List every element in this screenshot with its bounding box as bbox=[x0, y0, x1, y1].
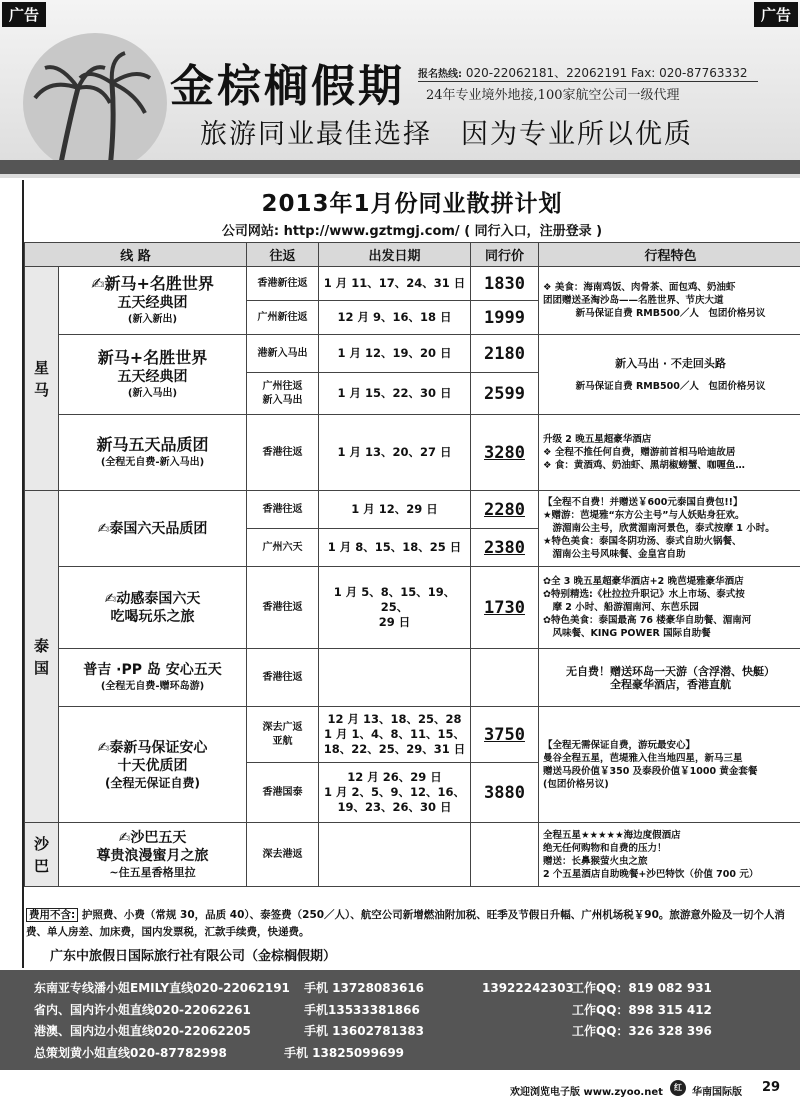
col-dates: 出发日期 bbox=[319, 243, 471, 267]
table-header-row bbox=[25, 243, 800, 267]
region-thailand: 泰 国 bbox=[25, 491, 59, 823]
route-cell[interactable] bbox=[59, 335, 247, 415]
route-name: 新马五天品质团 bbox=[96, 434, 209, 454]
hotline-number: 020-22062181、22062191 Fax: 020-87763332 bbox=[465, 66, 748, 80]
price: 3280 bbox=[471, 415, 539, 491]
table-row[interactable] bbox=[25, 707, 800, 763]
features: 升级 2 晚五星超豪华酒店 ❖ 全程不推任何自费，赠游前首相马哈迪故居 ❖ 食：黄酒鸡、奶油虾、黑胡椒螃蟹、咖喱鱼… bbox=[539, 415, 800, 491]
dates bbox=[319, 823, 471, 887]
dates: 12 月 9、16、18 日 bbox=[319, 301, 471, 335]
dates: 12 月 26、29 日 1 月 2、5、9、12、16、 19、23、26、30 日 bbox=[319, 763, 471, 823]
departure: 香港国泰 bbox=[247, 763, 319, 823]
price: 2599 bbox=[471, 373, 539, 415]
price: 1830 bbox=[471, 267, 539, 301]
hotline-label: 报名热线: bbox=[418, 69, 462, 80]
route-name: ✍沙巴五天 bbox=[118, 829, 187, 846]
features-note: 新马保证自费 RMB500／人 包团价格另议 bbox=[575, 308, 766, 319]
route-note: (全程无自费-新入马出) bbox=[100, 456, 205, 468]
departure: 香港往返 bbox=[247, 415, 319, 491]
route-cell[interactable] bbox=[59, 567, 247, 649]
contact-qq: 工作QQ：326 328 396 bbox=[572, 1024, 712, 1038]
dates: 1 月 15、22、30 日 bbox=[319, 373, 471, 415]
table-row[interactable] bbox=[25, 267, 800, 301]
departure: 广州六天 bbox=[247, 529, 319, 567]
route-subtitle: 五天经典团 bbox=[117, 294, 188, 311]
price: 1730 bbox=[471, 567, 539, 649]
header-slogan: 旅游同业最佳选择 因为专业所以优质 bbox=[200, 119, 693, 150]
features bbox=[539, 649, 800, 707]
col-route: 线 路 bbox=[25, 243, 247, 267]
cost-exclusions-label: 费用不含: bbox=[26, 908, 78, 922]
ad-tag-right: 广告 bbox=[754, 2, 798, 27]
brand-name: 金棕榈假期 bbox=[170, 61, 405, 112]
price: 3750 bbox=[471, 707, 539, 763]
page-number: 29 bbox=[762, 1080, 781, 1095]
header-banner bbox=[0, 0, 800, 178]
contact-mobile: 手机13533381866 bbox=[304, 1002, 420, 1017]
table-row[interactable] bbox=[25, 491, 800, 529]
departure: 深去港返 bbox=[247, 823, 319, 887]
contact-row bbox=[34, 1021, 800, 1043]
route-subtitle: 五天经典团 bbox=[117, 368, 188, 385]
route-name: ✍泰国六天品质团 bbox=[97, 520, 208, 537]
features bbox=[539, 335, 800, 415]
region-sabah: 沙 巴 bbox=[25, 823, 59, 887]
route-name: ✍动感泰国六天 bbox=[104, 590, 201, 607]
contact-row bbox=[34, 1000, 800, 1022]
table-row[interactable] bbox=[25, 823, 800, 887]
route-note: (新入新出) bbox=[127, 313, 178, 325]
col-price: 同行价 bbox=[471, 243, 539, 267]
features-text: 无自费！赠送环岛一天游（含浮潜、快艇） 全程豪华酒店，香港直航 bbox=[566, 664, 775, 691]
contact-qq: 工作QQ：898 315 412 bbox=[572, 1002, 712, 1017]
contact-person: 港澳、国内边小姐直线020-22062205 bbox=[34, 1024, 251, 1038]
contact-mobile-2: 13922242303 bbox=[482, 981, 574, 995]
features bbox=[539, 267, 800, 335]
plan-section bbox=[22, 180, 800, 968]
departure: 香港往返 bbox=[247, 491, 319, 529]
departure: 香港往返 bbox=[247, 567, 319, 649]
dates bbox=[319, 649, 471, 707]
route-name: 普吉 ·PP 岛 安心五天 bbox=[83, 661, 222, 678]
route-name: ✍泰新马保证安心 bbox=[97, 739, 208, 756]
website-link[interactable]: 公司网站: http://www.gztmgj.com/ ( 同行入口，注册登录 ) bbox=[221, 224, 603, 239]
features-text: 新入马出 · 不走回头路 bbox=[615, 356, 726, 370]
price bbox=[471, 823, 539, 887]
cost-exclusions bbox=[26, 907, 786, 941]
page-title: 2013年1月份同业散拼计划 bbox=[261, 191, 563, 217]
departure: 香港往返 bbox=[247, 649, 319, 707]
col-features: 行程特色 bbox=[539, 243, 800, 267]
features: 【全程无需保证自费，游玩最安心】 曼谷全程五星，芭堤雅入住当地四星，新马三星 赠送马段价值￥350 及泰段价值￥1000 黄金套餐 (包团价格另议) bbox=[539, 707, 800, 823]
contact-qq: 工作QQ：819 082 931 bbox=[572, 981, 712, 995]
company-name: 广东中旅假日国际旅行社有限公司（金棕榈假期） bbox=[50, 949, 337, 964]
dates: 1 月 8、15、18、25 日 bbox=[319, 529, 471, 567]
route-note: (全程无保证自费) bbox=[105, 775, 200, 790]
route-cell[interactable] bbox=[59, 649, 247, 707]
contact-panel bbox=[0, 970, 800, 1070]
palm-tree-logo-icon bbox=[20, 28, 170, 173]
table-row[interactable] bbox=[25, 415, 800, 491]
departure: 广州新往返 bbox=[247, 301, 319, 335]
contact-person: 东南亚专线潘小姐EMILY直线020-22062191 bbox=[34, 981, 290, 995]
page-footer bbox=[0, 1078, 800, 1100]
dates: 1 月 12、19、20 日 bbox=[319, 335, 471, 373]
departure: 香港新往返 bbox=[247, 267, 319, 301]
route-cell[interactable] bbox=[59, 823, 247, 887]
features-text: ❖ 美食：海南鸡饭、肉骨茶、面包鸡、奶油虾 团团赠送圣淘沙岛——名胜世界、节庆大道 bbox=[543, 282, 736, 306]
contact-person: 省内、国内许小姐直线020-22062261 bbox=[34, 1002, 251, 1017]
departure: 广州往返 新入马出 bbox=[247, 373, 319, 415]
price: 2180 bbox=[471, 335, 539, 373]
ad-tag-left: 广告 bbox=[2, 2, 46, 27]
price bbox=[471, 649, 539, 707]
col-departure: 往返 bbox=[247, 243, 319, 267]
agency-credentials: 24年专业境外地接,100家航空公司一级代理 bbox=[426, 88, 680, 103]
table-row[interactable] bbox=[25, 649, 800, 707]
contact-person: 总策划黄小姐直线020-87782998 bbox=[34, 1045, 227, 1060]
route-cell[interactable] bbox=[59, 415, 247, 491]
table-row[interactable] bbox=[25, 567, 800, 649]
departure: 港新入马出 bbox=[247, 335, 319, 373]
price: 2280 bbox=[471, 491, 539, 529]
features-note: 新马保证自费 RMB500／人 包团价格另议 bbox=[575, 380, 766, 392]
newspaper-logo-icon: 红 bbox=[670, 1080, 686, 1096]
footer-website[interactable]: 欢迎浏览电子版 www.zyoo.net bbox=[510, 1087, 663, 1098]
route-subtitle: 十天优质团 bbox=[117, 757, 188, 774]
dates: 12 月 13、18、25、28 1 月 1、4、8、11、15、 18、22、25、29、31 日 bbox=[319, 707, 471, 763]
route-note: (新入马出) bbox=[127, 387, 178, 399]
contact-row bbox=[34, 1043, 800, 1065]
route-note: ~住五星香格里拉 bbox=[109, 865, 196, 879]
price: 1999 bbox=[471, 301, 539, 335]
route-subtitle: 尊贵浪漫蜜月之旅 bbox=[96, 847, 209, 864]
hotline bbox=[418, 64, 758, 82]
route-cell[interactable] bbox=[59, 267, 247, 335]
features: 【全程不自费！并赠送￥600元泰国自费包!!】 ★赠游：芭堤雅“东方公主号”与人妖贴身狂欢。 游湄南公主号，欣赏湄南河景色，泰式按摩 1 小时。 ★特色美食：泰国冬阴功汤、泰式自助火锅餐、 湄南公主号风味餐、金皇宫自助 bbox=[539, 491, 800, 567]
tour-plan-table bbox=[24, 242, 800, 887]
contact-mobile: 手机 13602781383 bbox=[304, 1024, 425, 1038]
region-singapore-malaysia: 星 马 bbox=[25, 267, 59, 491]
price: 2380 bbox=[471, 529, 539, 567]
table-row[interactable] bbox=[25, 335, 800, 373]
dates: 1 月 5、8、15、19、25、 29 日 bbox=[319, 567, 471, 649]
route-name: 新马+名胜世界 bbox=[97, 347, 208, 367]
features: ✿全 3 晚五星超豪华酒店+2 晚芭堤雅豪华酒店 ✿特别精选:《杜拉拉升职记》水上市场、泰式按 摩 2 小时、船游湄南河、东芭乐园 ✿特色美食：泰国最高 76 楼豪华自助餐、湄南河 风味餐、KING POWER 国际自助餐 bbox=[539, 567, 800, 649]
dates: 1 月 13、20、27 日 bbox=[319, 415, 471, 491]
dates: 1 月 11、17、24、31 日 bbox=[319, 267, 471, 301]
contact-mobile: 手机 13728083616 bbox=[304, 981, 425, 995]
contact-row bbox=[34, 978, 800, 1000]
route-cell[interactable] bbox=[59, 707, 247, 823]
route-note: (全程无自费-赠环岛游) bbox=[100, 680, 205, 692]
departure: 深去广返 亚航 bbox=[247, 707, 319, 763]
features: 全程五星★★★★★海边度假酒店 绝无任何购物和自费的压力！ 赠送：长鼻猴萤火虫之旅 2 个五星酒店自助晚餐+沙巴特饮（价值 700 元） bbox=[539, 823, 800, 887]
cost-exclusions-text: 护照费、小费（常规 30，品质 40）、泰签费（250／人）、航空公司新增燃油附加税、旺季及节假日升幅、广州机场税￥90。旅游意外险及一切个人消费、单人房差、加床费，国内发票税，汇款手续费，快递费。 bbox=[26, 909, 785, 938]
header-band bbox=[0, 160, 800, 174]
route-subtitle: 吃喝玩乐之旅 bbox=[110, 608, 195, 625]
dates: 1 月 12、29 日 bbox=[319, 491, 471, 529]
route-name: ✍新马+名胜世界 bbox=[91, 273, 214, 293]
edition-name: 华南国际版 bbox=[692, 1087, 742, 1098]
price: 3880 bbox=[471, 763, 539, 823]
route-cell[interactable] bbox=[59, 491, 247, 567]
contact-mobile: 手机 13825099699 bbox=[284, 1045, 405, 1060]
